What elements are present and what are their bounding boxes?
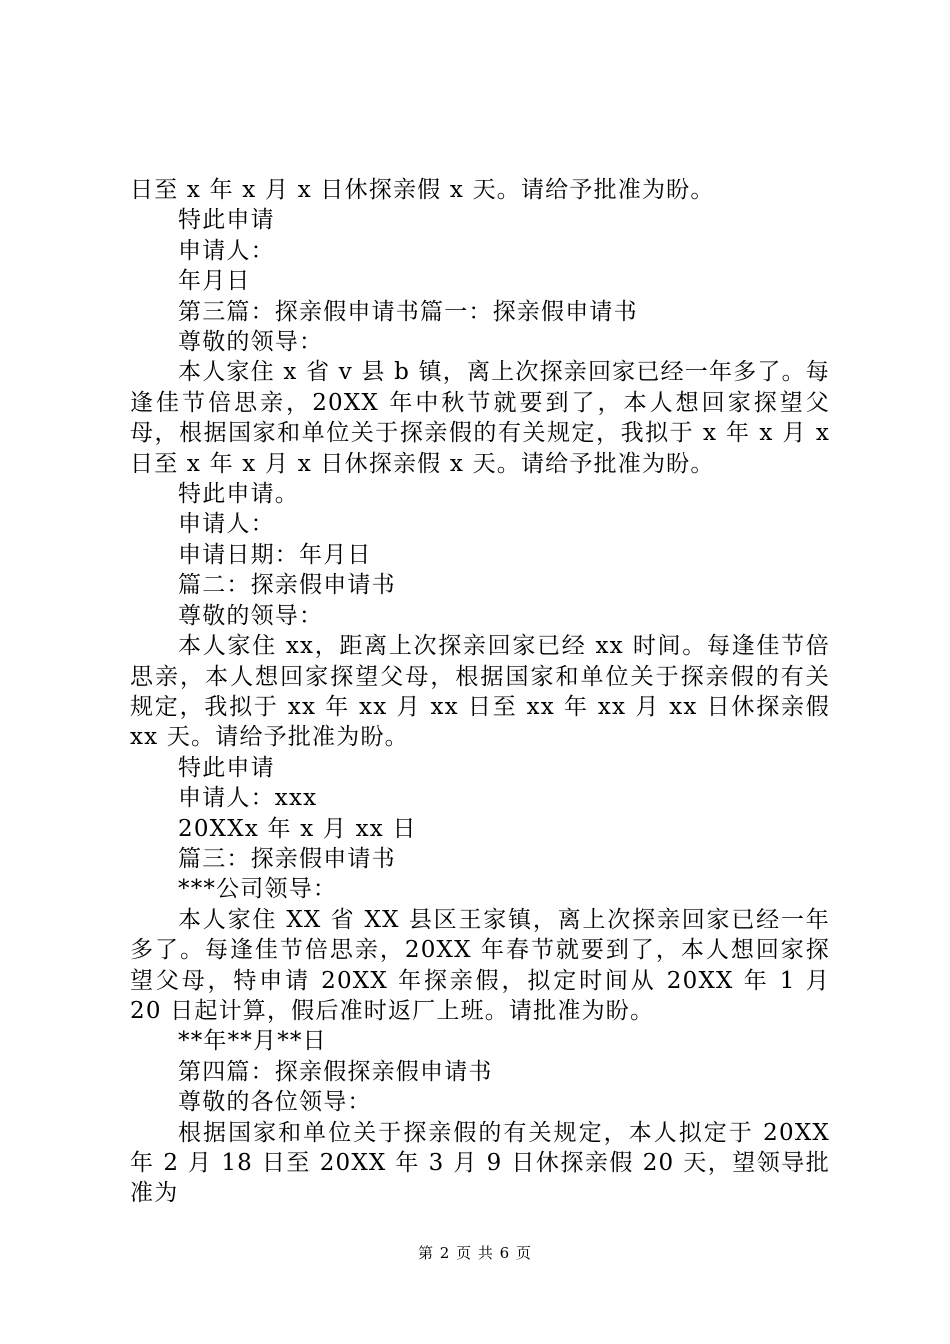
- paragraph: 申请人：xxx: [178, 785, 318, 812]
- paragraph: 申请人：: [178, 511, 275, 538]
- paragraph: 本人家住 xx，距离上次探亲回家已经 xx 时间。每逢佳节倍思亲，本人想回家探望父母，根据国家和单位关于探亲假的有关规定，我拟于 xx 年 xx 月 xx 日至 xx 年 xx 月 xx 日休探亲假 xx 天。请给予批准为盼。: [130, 633, 830, 751]
- body-text: [130, 175, 830, 1209]
- paragraph: 特此申请: [178, 754, 275, 781]
- salutation: 尊敬的领导：: [178, 602, 324, 629]
- paragraph: 特此申请。: [178, 481, 299, 508]
- paragraph: 20XXx 年 x 月 xx 日: [178, 815, 417, 842]
- paragraph: 本人家住 XX 省 XX 县区王家镇，离上次探亲回家已经一年多了。每逢佳节倍思亲，20XX 年春节就要到了，本人想回家探望父母，特申请 20XX 年探亲假，拟定时间从 20XX 年 1 月 20 日起计算，假后准时返厂上班。请批准为盼。: [130, 906, 830, 1024]
- section-heading: 第四篇：探亲假探亲假申请书: [178, 1058, 493, 1085]
- salutation: ***公司领导：: [178, 876, 338, 903]
- section-heading: 篇三：探亲假申请书: [178, 845, 396, 872]
- section-heading: 篇二：探亲假申请书: [178, 572, 396, 599]
- paragraph: 年月日: [178, 268, 251, 295]
- paragraph: **年**月**日: [178, 1028, 327, 1055]
- paragraph: 日至 x 年 x 月 x 日休探亲假 x 天。请给予批准为盼。: [130, 177, 715, 203]
- paragraph: 根据国家和单位关于探亲假的有关规定，本人拟定于 20XX 年 2 月 18 日至 20XX 年 3 月 9 日休探亲假 20 天，望领导批准为: [130, 1119, 830, 1207]
- paragraph: 申请人：: [178, 237, 275, 264]
- page-footer: 第 2 页 共 6 页: [418, 1244, 532, 1262]
- salutation: 尊敬的领导：: [178, 329, 324, 356]
- paragraph: 申请日期：年月日: [178, 541, 372, 568]
- section-heading: 第三篇：探亲假申请书篇一：探亲假申请书: [178, 298, 638, 325]
- paragraph: 特此申请: [178, 207, 275, 234]
- paragraph: 本人家住 x 省 v 县 b 镇，离上次探亲回家已经一年多了。每逢佳节倍思亲，20XX 年中秋节就要到了，本人想回家探望父母，根据国家和单位关于探亲假的有关规定，我拟于 x 年 x 月 x 日至 x 年 x 月 x 日休探亲假 x 天。请给予批准为盼。: [130, 359, 830, 477]
- salutation: 尊敬的各位领导：: [178, 1089, 372, 1116]
